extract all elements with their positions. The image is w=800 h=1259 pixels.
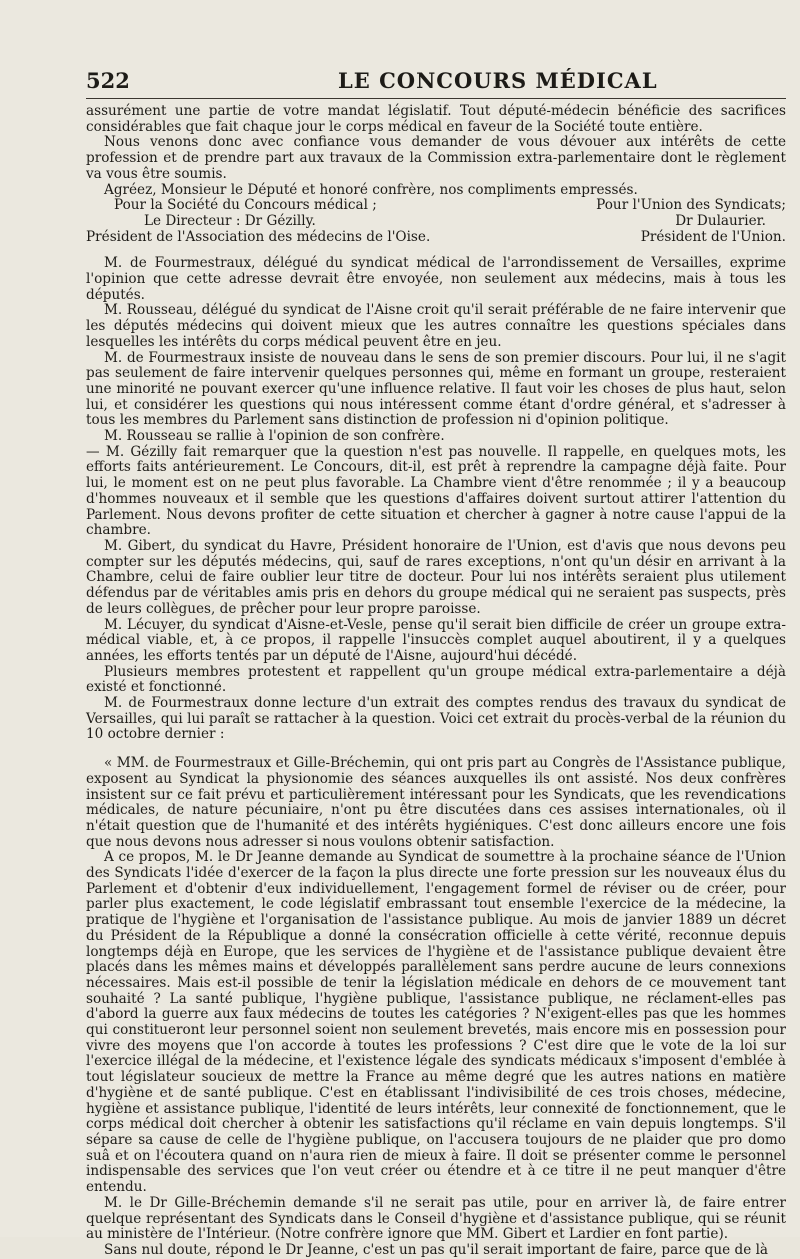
- paragraph-fourmestraux-1: M. de Fourmestraux, délégué du syndicat médical de l'arrondissement de Versailles, exprime l'opinion que cette adresse devrait être envoyée, non seulement aux médecins, mais à tous les députés.: [86, 255, 786, 303]
- paragraph-gezilly: — M. Gézilly fait remarquer que la question n'est pas nouvelle. Il rappelle, en quelques mots, les efforts faits antérieurement. Le Concours, dit-il, est prêt à reprendre la campagne déjà faite. Pour lui, le moment est on ne peut plus favorable. La Chambre vient d'être renommée ; il y a beaucoup d'hommes nouveaux et il semble que les questions d'affaires doivent surtout attirer l'attention du Parlement. Nous devons profiter de cette situation et chercher à gagner à notre cause l'appui de la chambre.: [86, 443, 786, 539]
- paragraph-rousseau-1: M. Rousseau, délégué du syndicat de l'Aisne croit qu'il serait préférable de ne faire intervenir que les députés médecins qui doivent mieux que les autres connaître les questions spéciales dans lesquelles les intérêts du corps médical peuvent être en jeu.: [86, 302, 786, 350]
- paragraph-lecuyer: M. Lécuyer, du syndicat d'Aisne-et-Vesle, pense qu'il serait bien difficile de créer un groupe extra-médical viable, et, à ce propos, il rappelle l'insuccès complet auquel aboutirent, il y a quelques années, les efforts tentés par un député de l'Aisne, aujourd'hui décédé.: [86, 616, 786, 664]
- paragraph-plusieurs-membres: Plusieurs membres protestent et rappellent qu'un groupe médical extra-parlementaire a déjà existé et fonctionné.: [86, 663, 786, 696]
- running-title: LE CONCOURS MÉDICAL: [338, 68, 658, 93]
- paragraph-extract-1: « MM. de Fourmestraux et Gille-Bréchemin, qui ont pris part au Congrès de l'Assistance publique, exposent au Syndicat la physionomie des séances auxquelles ils ont assisté. Nos deux confrères insistent sur ce fait prévu et particulièrement intéressant pour les Syndicats, que les revendications médicales, de nature pécuniaire, n'ont pu être discutées dans ces assises internationales, où il n'était question que de l'humanité et des intérêts hygiéniques. C'est donc ailleurs encore une fois que nous devons nous adresser si nous voulons obtenir satisfaction.: [86, 755, 786, 850]
- signature-right-2: Dr Dulaurier.: [675, 212, 766, 229]
- paragraph-closing-formula: Agréez, Monsieur le Député et honoré confrère, nos compliments empressés.: [104, 181, 638, 198]
- paragraph-extract-2: A ce propos, M. le Dr Jeanne demande au Syndicat de soumettre à la prochaine séance de l'Union des Syndicats l'idée d'exercer de la façon la plus directe une forte pression sur les nouveaux élus du Parlement et d'obtenir d'eux individuellement, l'engagement formel de réviser ou de créer, pour parler plus exactement, le code législatif embrassant tout ensemble l'exercice de la médecine, la pratique de l'hygiène et l'organisation de l'assistance publique. Au mois de janvier 1889 un décret du Président de la République a donné la consécration officielle à cette vérité, reconnue depuis longtemps déjà en Europe, que les services de l'hygiène et de l'assistance publique devaient être placés dans les mêmes mains et développés parallèlement sans perdre aucune de leurs connexions nécessaires. Mais est-il possible de tenir la législation médicale en dehors de ce mouvement tant souhaité ? La santé publique, l'hygiène publique, l'assistance publique, ne réclament-elles pas d'abord la guerre aux faux médecins de toutes les catégories ? N'exigent-elles pas que les hommes qui constitueront leur personnel soient non seulement brevetés, mais encore mis en possession pour vivre des moyens que l'on accorde à toutes les professions ? C'est dire que le vote de la loi sur l'exercice illégal de la médecine, et l'existence légale des syndicats médicaux s'imposent d'emblée à tout législateur soucieux de mettre la France au même degré que les autres nations en matière d'hygiène et de santé publique. C'est en établissant l'indivisibilité de ces trois choses, médecine, hygiène et assistance publique, l'identité de leurs intérêts, leur connexité de fonctionnement, que le corps médical doit chercher à obtenir les satisfactions qu'il réclame en vain depuis longtemps. S'il sépare sa cause de celle de l'hygiène publique, on l'accusera toujours de ne plaider que pro domo suâ et on l'écoutera quand on n'aura rien de mieux à faire. Il doit se présenter comme le personnel indispensable des services que l'on veut créer ou étendre et à ce titre il ne peut manquer d'être entendu.: [86, 849, 786, 1196]
- signature-right-1: Pour l'Union des Syndicats;: [596, 197, 786, 214]
- page-header: [86, 66, 786, 96]
- paragraph-rousseau-2: M. Rousseau se rallie à l'opinion de son confrère.: [104, 428, 445, 445]
- signature-block: [86, 198, 786, 245]
- signature-left-3: Président de l'Association des médecins de l'Oise.: [86, 228, 431, 245]
- page-number: 522: [86, 68, 130, 93]
- article-body: [86, 104, 786, 1259]
- paragraph-fourmestraux-3: M. de Fourmestraux donne lecture d'un extrait des comptes rendus des travaux du syndicat de Versailles, qui lui paraît se rattacher à la question. Voici cet extrait du procès-verbal de la réunion du 10 octobre dernier :: [86, 695, 786, 743]
- paragraph-gibert: M. Gibert, du syndicat du Havre, Président honoraire de l'Union, est d'avis que nous devons peu compter sur les députés médecins, qui, sauf de rares exceptions, n'ont qu'un désir en arrivant à la Chambre, celui de faire oublier leur titre de docteur. Pour lui nos intérêts seraient plus utilement défendus par de véritables amis pris en dehors du groupe médical qui ne seraient pas suspects, près de leurs collègues, de prêcher pour leur propre paroisse.: [86, 537, 786, 617]
- paragraph-opening-2: Nous venons donc avec confiance vous demander de vous dévouer aux intérêts de cette profession et de prendre part aux travaux de la Commission extra-parlementaire dont le règlement va vous être soumis.: [86, 134, 786, 182]
- signature-left-1: Pour la Société du Concours médical ;: [114, 197, 377, 214]
- signature-right-3: Président de l'Union.: [640, 228, 786, 245]
- header-rule: [86, 98, 786, 99]
- signature-left-2: Le Directeur : Dr Gézilly.: [144, 212, 316, 229]
- paragraph-extract-4: Sans nul doute, répond le Dr Jeanne, c'est un pas qu'il serait important de faire, parce que de là: [104, 1241, 769, 1258]
- paragraph-extract-3: M. le Dr Gille-Bréchemin demande s'il ne serait pas utile, pour en arriver là, de faire entrer quelque représentant des Syndicats dans le Conseil d'hygiène et d'assistance publique, qui se réunit au ministère de l'Intérieur. (Notre confrère ignore que MM. Gibert et Lardier en font partie).: [86, 1194, 786, 1243]
- paragraph-fourmestraux-2: M. de Fourmestraux insiste de nouveau dans le sens de son premier discours. Pour lui, il ne s'agit pas seulement de faire intervenir quelques personnes qui, même en formant un groupe, resteraient une minorité ne pouvant exercer qu'une influence relative. Il faut voir les choses de plus haut, selon lui, et considérer les questions qui nous intéressent comme étant d'ordre général, et s'adresser à tous les membres du Parlement sans distinction de profession ni d'opinion politique.: [86, 349, 786, 429]
- paragraph-opening-1: assurément une partie de votre mandat législatif. Tout député-médecin bénéficie des sacrifices considérables que fait chaque jour le corps médical en faveur de la Société toute entière.: [86, 103, 786, 135]
